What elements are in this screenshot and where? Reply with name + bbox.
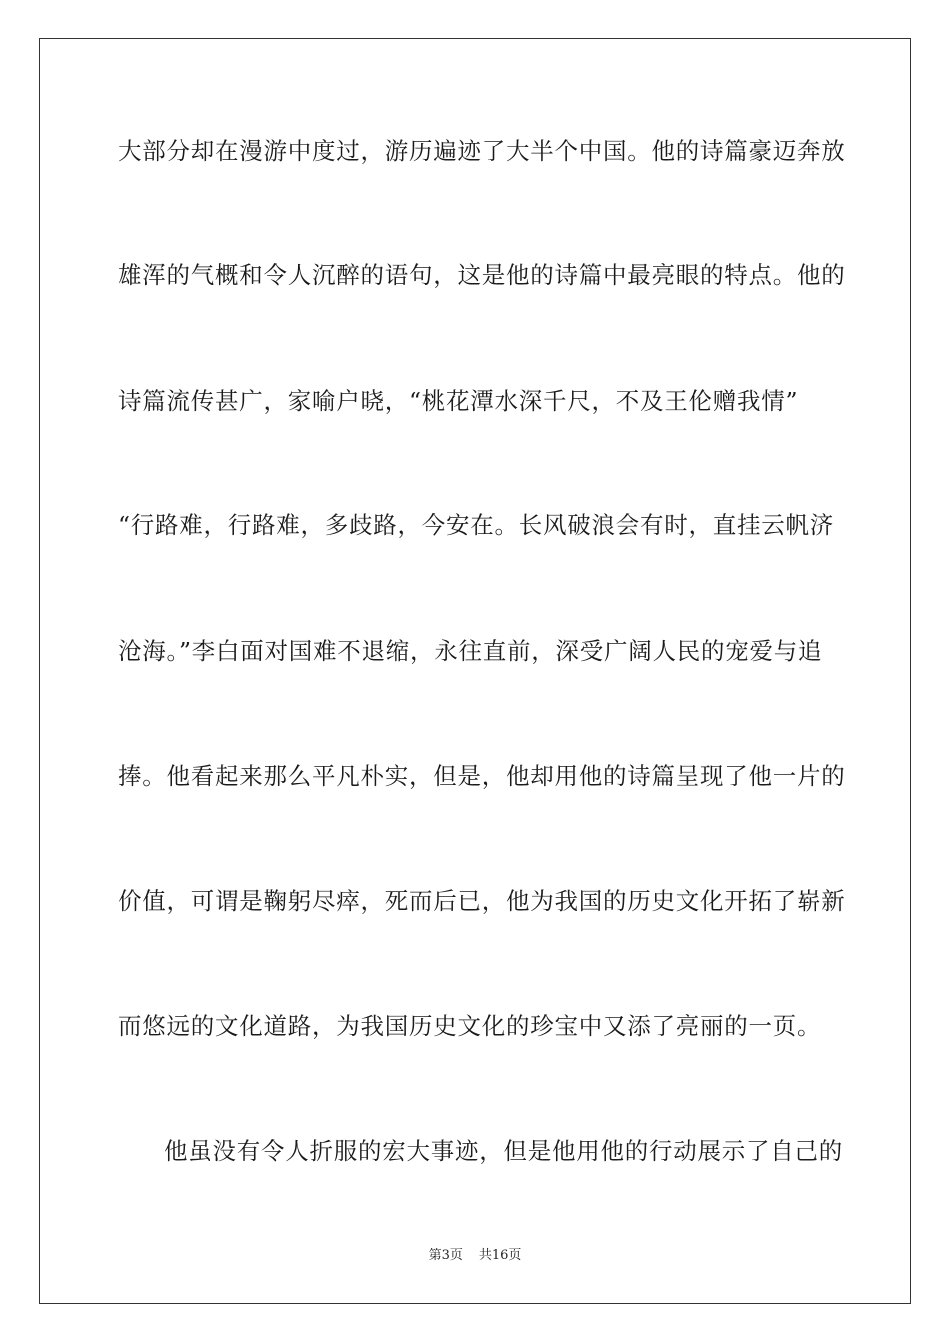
body-text-line: 大部分却在漫游中度过，游历遍迹了大半个中国。他的诗篇豪迈奔放 [118, 137, 846, 165]
body-text-line: 捧。他看起来那么平凡朴实，但是，他却用他的诗篇呈现了他一片的 [118, 762, 846, 790]
body-text-line: 沧海。”李白面对国难不退缩，永往直前，深受广阔人民的宠爱与追 [118, 637, 823, 665]
page-number: 第3页 [428, 1248, 463, 1263]
paragraph-start-line: 他虽没有令人折服的宏大事迹，但是他用他的行动展示了自己的 [164, 1137, 843, 1165]
page-border [39, 38, 911, 1304]
body-text-line: 价值，可谓是鞠躬尽瘁，死而后已，他为我国的历史文化开拓了崭新 [118, 887, 846, 915]
body-text-line: 而悠远的文化道路，为我国历史文化的珍宝中又添了亮丽的一页。 [118, 1012, 822, 1040]
page-total: 共16页 [478, 1248, 522, 1263]
page-footer [0, 1247, 950, 1265]
body-text-line: 雄浑的气概和令人沉醉的语句，这是他的诗篇中最亮眼的特点。他的 [118, 261, 846, 289]
body-text-line: 诗篇流传甚广，家喻户晓，“桃花潭水深千尺，不及王伦赠我情” [118, 387, 799, 415]
body-text-line: “行路难，行路难，多歧路，今安在。长风破浪会有时，直挂云帆济 [118, 511, 835, 539]
